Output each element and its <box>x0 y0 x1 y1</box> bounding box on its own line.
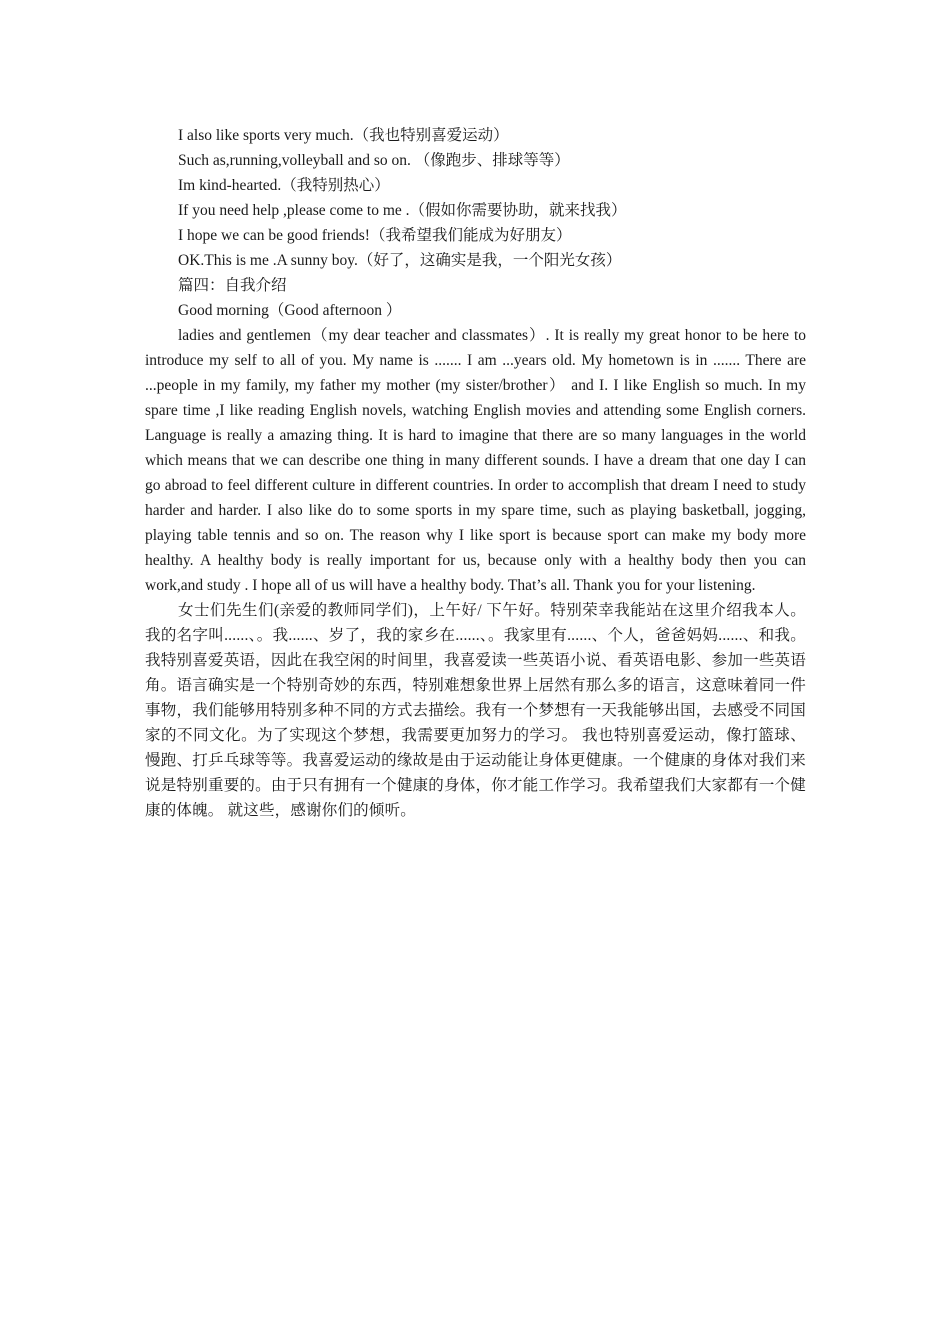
text-line-kind-hearted: Im kind-hearted.（我特别热心） <box>178 177 390 194</box>
english-paragraph: ladies and gentlemen（my dear teacher and classmates）. It is really my great honor to be here to introduce my self to all of you. My name is ....... I am ...years old. My hometown is in ....... There are ...people in my family, my father my mother (my sister/brother） and I. I like English so much. In my spare time ,I like reading English novels, watching English movies and attending some English corners. Language is really a amazing thing. It is hard to imagine that there are so many languages in the world which means that we can describe one thing in many different sounds. I have a dream that one day I can go abroad to feel different culture in different countries. In order to accomplish that dream I need to study harder and harder. I also like do to some sports in my spare time, such as playing basketball, jogging, playing table tennis and so on. The reason why I like sport is because sport can make my body more healthy. A healthy body is really important for us, because only with a healthy body then you can work,and study . I hope all of us will have a healthy body. That’s all. Thank you for your listening. <box>145 327 806 594</box>
chinese-paragraph: 女士们先生们(亲爱的教师同学们)，上午好/ 下午好。特别荣幸我能站在这里介绍我本人。我的名字叫......、。我......、岁了，我的家乡在......、。我家里有......、个人，爸爸妈妈......、和我。我特别喜爱英语，因此在我空闲的时间里，我喜爱读一些英语小说、看英语电影、参加一些英语角。语言确实是一个特别奇妙的东西，特别难想象世界上居然有那么多的语言，这意味着同一件事物，我们能够用特别多种不同的方式去描绘。我有一个梦想有一天我能够出国，去感受不同国家的不同文化。为了实现这个梦想，我需要更加努力的学习。 我也特别喜爱运动，像打篮球、慢跑、打乒乓球等等。我喜爱运动的缘故是由于运动能让身体更健康。一个健康的身体对我们来说是特别重要的。由于只有拥有一个健康的身体，你才能工作学习。我希望我们大家都有一个健康的体魄。 就这些，感谢你们的倾听。 <box>145 602 806 819</box>
text-line-need-help: If you need help ,please come to me .（假如你需要协助，就来找我） <box>178 202 627 219</box>
text-line-greeting: Good morning（Good afternoon ） <box>178 302 402 319</box>
text-line-such-as: Such as,running,volleyball and so on. （像跑步、排球等等） <box>178 152 570 169</box>
section-heading: 篇四：自我介绍 <box>178 277 287 294</box>
text-line-sunny-boy: OK.This is me .A sunny boy.（好了，这确实是我，一个阳光女孩） <box>178 252 622 269</box>
text-line-good-friends: I hope we can be good friends!（我希望我们能成为好朋友） <box>178 227 572 244</box>
document-body <box>145 123 806 823</box>
text-line-sports: I also like sports very much.（我也特别喜爱运动） <box>178 127 509 144</box>
